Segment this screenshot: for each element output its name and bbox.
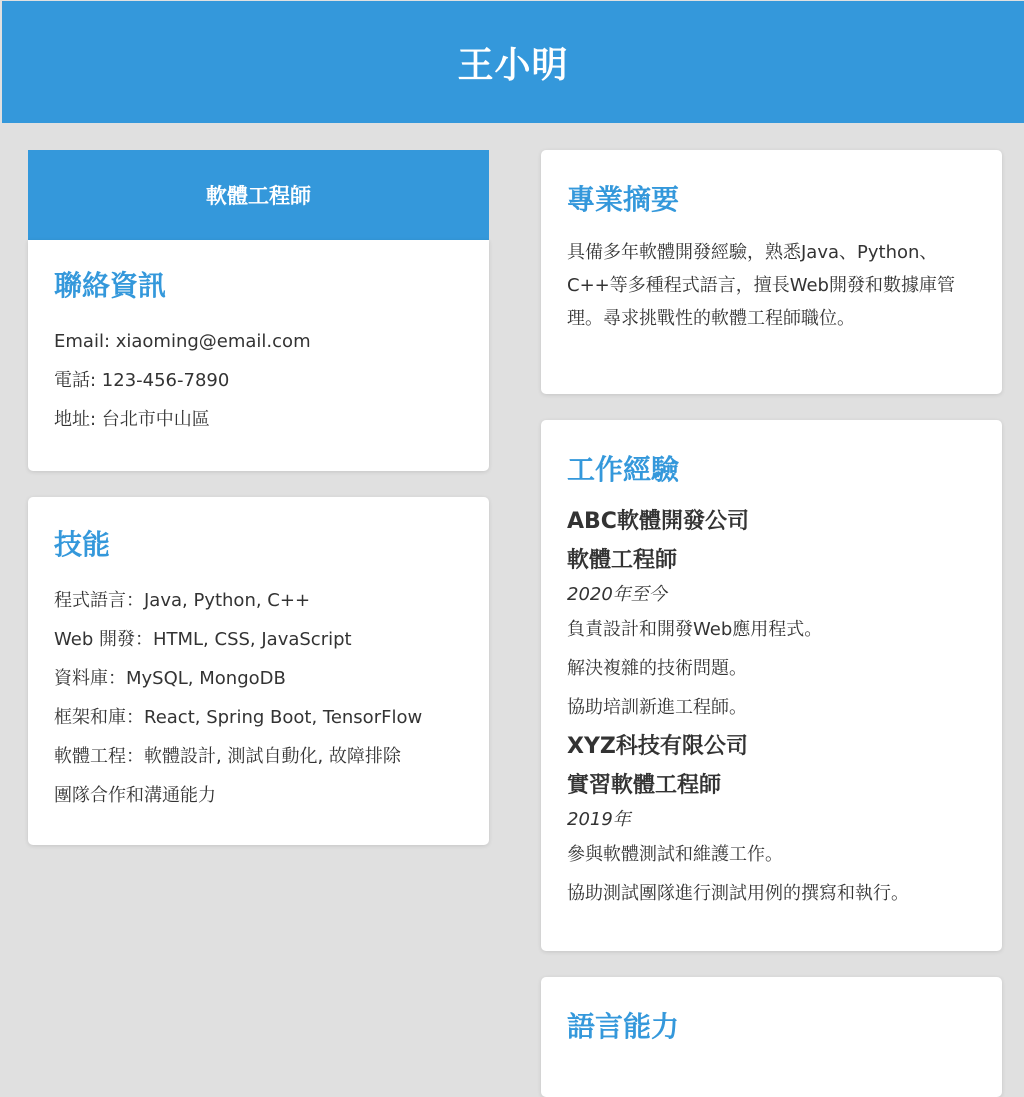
contact-heading: 聯絡資訊 (54, 269, 167, 302)
experience-card (541, 420, 1002, 951)
languages-card (541, 977, 1002, 1097)
job-duty: 協助測試團隊進行測試用例的撰寫和執行。 (567, 883, 909, 904)
skill-item: 軟體工程：軟體設計, 測試自動化, 故障排除 (54, 746, 401, 767)
job-period: 2019年 (567, 809, 631, 830)
job-duty: 解決複雜的技術問題。 (567, 658, 747, 679)
job-title: 軟體工程師 (567, 548, 678, 573)
experience-heading: 工作經驗 (567, 453, 680, 486)
skill-item: 程式語言：Java, Python, C++ (54, 590, 311, 611)
skill-item: 資料庫：MySQL, MongoDB (54, 668, 286, 689)
job-duty: 負責設計和開發Web應用程式。 (567, 619, 823, 640)
job-entry (567, 502, 976, 727)
job-duty: 協助培訓新進工程師。 (567, 697, 747, 718)
skills-card (28, 497, 489, 845)
role-banner: 軟體工程師 (28, 150, 489, 240)
job-company: ABC軟體開發公司 (567, 509, 749, 534)
skill-item: Web 開發：HTML, CSS, JavaScript (54, 629, 352, 650)
summary-heading: 專業摘要 (567, 183, 680, 216)
page-header (2, 1, 1024, 123)
left-column (28, 150, 489, 845)
skills-heading: 技能 (54, 528, 111, 561)
contact-email: Email: xiaoming@email.com (54, 331, 311, 352)
skill-item: 框架和庫：React, Spring Boot, TensorFlow (54, 707, 423, 728)
job-entry (567, 727, 976, 913)
job-title: 實習軟體工程師 (567, 773, 722, 798)
job-duty: 參與軟體測試和維護工作。 (567, 844, 783, 865)
contact-card (28, 240, 489, 471)
contact-phone: 電話: 123-456-7890 (54, 370, 230, 391)
languages-heading: 語言能力 (567, 1010, 680, 1043)
right-column (541, 150, 1002, 1097)
contact-address: 地址: 台北市中山區 (54, 409, 210, 430)
skill-item: 團隊合作和溝通能力 (54, 785, 216, 806)
job-company: XYZ科技有限公司 (567, 734, 748, 759)
summary-card (541, 150, 1002, 394)
summary-text: 具備多年軟體開發經驗，熟悉Java、Python、C++等多種程式語言，擅長Web開發和數據庫管理。尋求挑戰性的軟體工程師職位。 (567, 242, 955, 329)
job-period: 2020年至今 (567, 584, 667, 605)
page-title: 王小明 (457, 44, 569, 86)
